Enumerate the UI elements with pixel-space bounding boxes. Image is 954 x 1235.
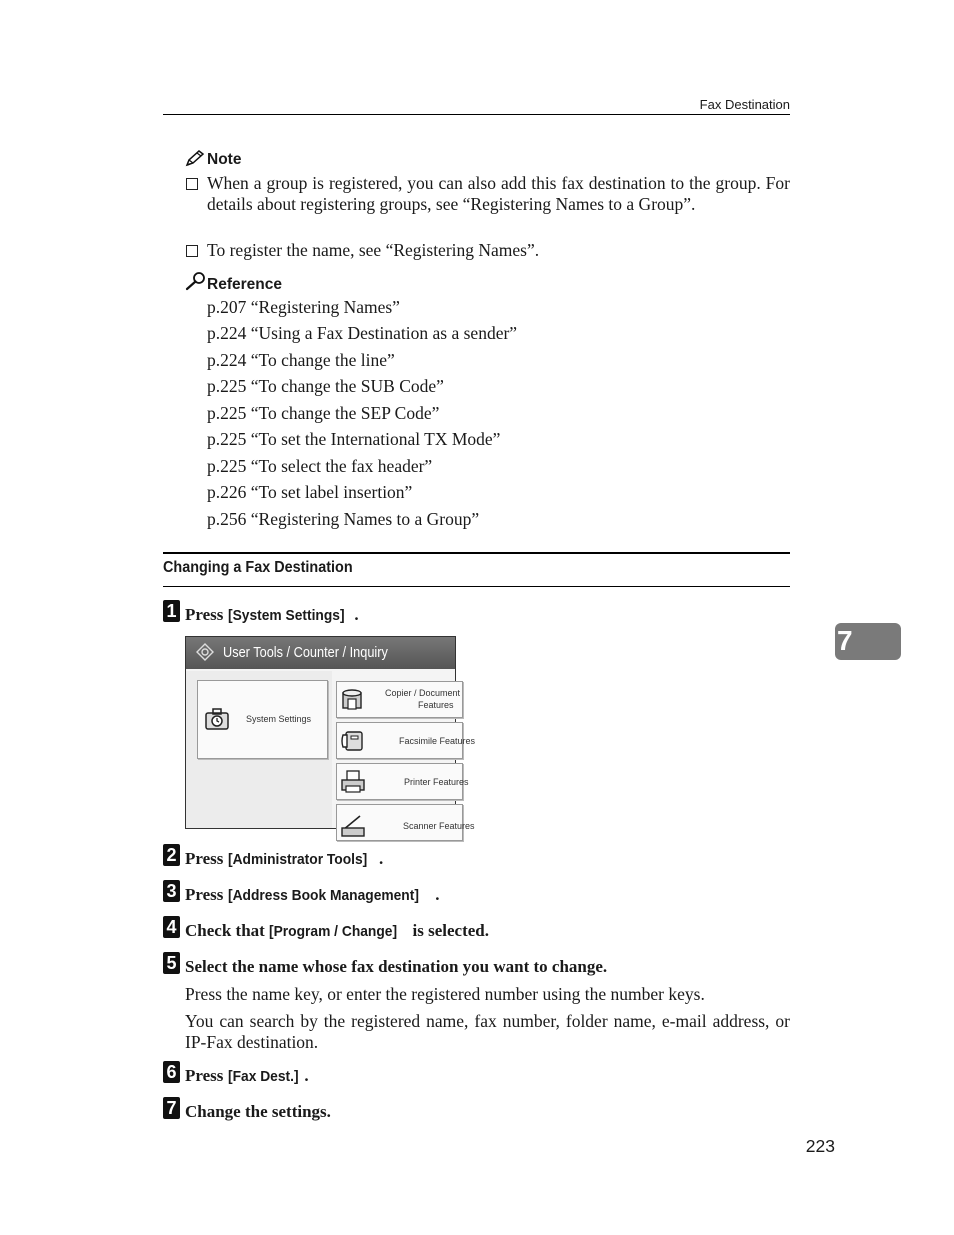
- step-number: 7: [163, 1097, 180, 1119]
- reference-link[interactable]: p.224 “To change the line”: [207, 350, 395, 370]
- step-instruction: [185, 849, 383, 869]
- copier-document-features-button[interactable]: [336, 681, 463, 718]
- step-text: .: [435, 885, 440, 904]
- step-text: Press: [185, 605, 228, 624]
- section-rule-bottom: [163, 586, 790, 587]
- step-instruction: Select the name whose fax destination you want to change.: [185, 957, 608, 976]
- system-settings-icon: [204, 706, 230, 732]
- header-rule: [163, 114, 790, 115]
- reference-link[interactable]: p.224 “Using a Fax Destination as a sender”: [207, 323, 518, 343]
- menu-label: Copier / Document: [385, 688, 461, 698]
- step-number: 6: [163, 1061, 180, 1083]
- step-instruction: [185, 885, 439, 905]
- control-panel-screenshot: [185, 636, 476, 831]
- step-text: is selected.: [408, 921, 489, 940]
- step-number: 3: [163, 880, 180, 902]
- step-text: .: [354, 605, 359, 624]
- user-tools-icon: [196, 643, 214, 661]
- menu-label: Scanner Features: [403, 821, 475, 831]
- screen-title-bar: [186, 637, 455, 669]
- scanner-features-button[interactable]: [336, 804, 475, 841]
- page-number: 223: [805, 1136, 835, 1156]
- reference-link[interactable]: p.226 “To set label insertion”: [207, 482, 413, 502]
- scanner-icon: [340, 810, 366, 836]
- step-text: Press: [185, 849, 228, 868]
- reference-link[interactable]: p.207 “Registering Names”: [207, 297, 400, 317]
- step-text: .: [379, 849, 384, 868]
- step-detail: Press the name key, or enter the registered number using the number keys.: [185, 984, 705, 1004]
- step-text: Check that: [185, 921, 270, 940]
- menu-label: Features: [418, 700, 454, 710]
- magnifier-icon: [185, 271, 207, 291]
- step-key: [System Settings]: [227, 607, 345, 624]
- reference-link[interactable]: p.225 “To change the SEP Code”: [207, 403, 440, 423]
- step-text: .: [304, 1066, 309, 1085]
- facsimile-features-button[interactable]: [336, 722, 476, 759]
- pencil-icon: [185, 149, 205, 167]
- reference-link[interactable]: p.256 “Registering Names to a Group”: [207, 509, 480, 529]
- step-instruction: [185, 1066, 309, 1086]
- menu-label: Printer Features: [404, 777, 469, 787]
- note-heading: Note: [207, 151, 242, 168]
- step-instruction: Change the settings.: [185, 1102, 331, 1121]
- copier-icon: [340, 687, 366, 713]
- step-number: 1: [163, 600, 180, 622]
- step-key: [Administrator Tools]: [227, 851, 367, 868]
- reference-link[interactable]: p.225 “To set the International TX Mode”: [207, 429, 501, 449]
- system-settings-label: System Settings: [246, 714, 312, 724]
- section-title: Changing a Fax Destination: [163, 559, 353, 576]
- system-settings-button[interactable]: [197, 680, 328, 759]
- screen-title: User Tools / Counter / Inquiry: [223, 644, 388, 661]
- step-instruction: [185, 605, 359, 625]
- reference-link[interactable]: p.225 “To select the fax header”: [207, 456, 433, 476]
- reference-link[interactable]: p.225 “To change the SUB Code”: [207, 376, 444, 396]
- note-item: When a group is registered, you can also add this fax destination to the group. For details about registering groups, see “Registering Names to a Group”.: [207, 173, 790, 214]
- step-key: [Address Book Management]: [227, 887, 419, 904]
- fax-icon: [340, 728, 366, 754]
- step-key: [Fax Dest.]: [227, 1068, 299, 1085]
- checkbox-bullet-icon: [186, 178, 198, 190]
- printer-features-button[interactable]: [336, 763, 469, 800]
- checkbox-bullet-icon: [186, 245, 198, 257]
- printer-icon: [340, 769, 366, 795]
- menu-label: Facsimile Features: [399, 736, 476, 746]
- step-instruction: [185, 921, 489, 941]
- step-detail: You can search by the registered name, fax number, folder name, e-mail address, or IP-Fax destination.: [185, 1011, 790, 1052]
- section-rule-top: [163, 552, 790, 554]
- step-number: 5: [163, 952, 180, 974]
- running-header: Fax Destination: [699, 97, 790, 112]
- step-text: Press: [185, 1066, 228, 1085]
- step-text: Press: [185, 885, 228, 904]
- step-number: 2: [163, 844, 180, 866]
- note-item: To register the name, see “Registering Names”.: [207, 240, 540, 260]
- step-number: 4: [163, 916, 180, 938]
- reference-heading: Reference: [207, 276, 282, 293]
- step-key: [Program / Change]: [269, 923, 398, 940]
- chapter-number: 7: [837, 625, 853, 656]
